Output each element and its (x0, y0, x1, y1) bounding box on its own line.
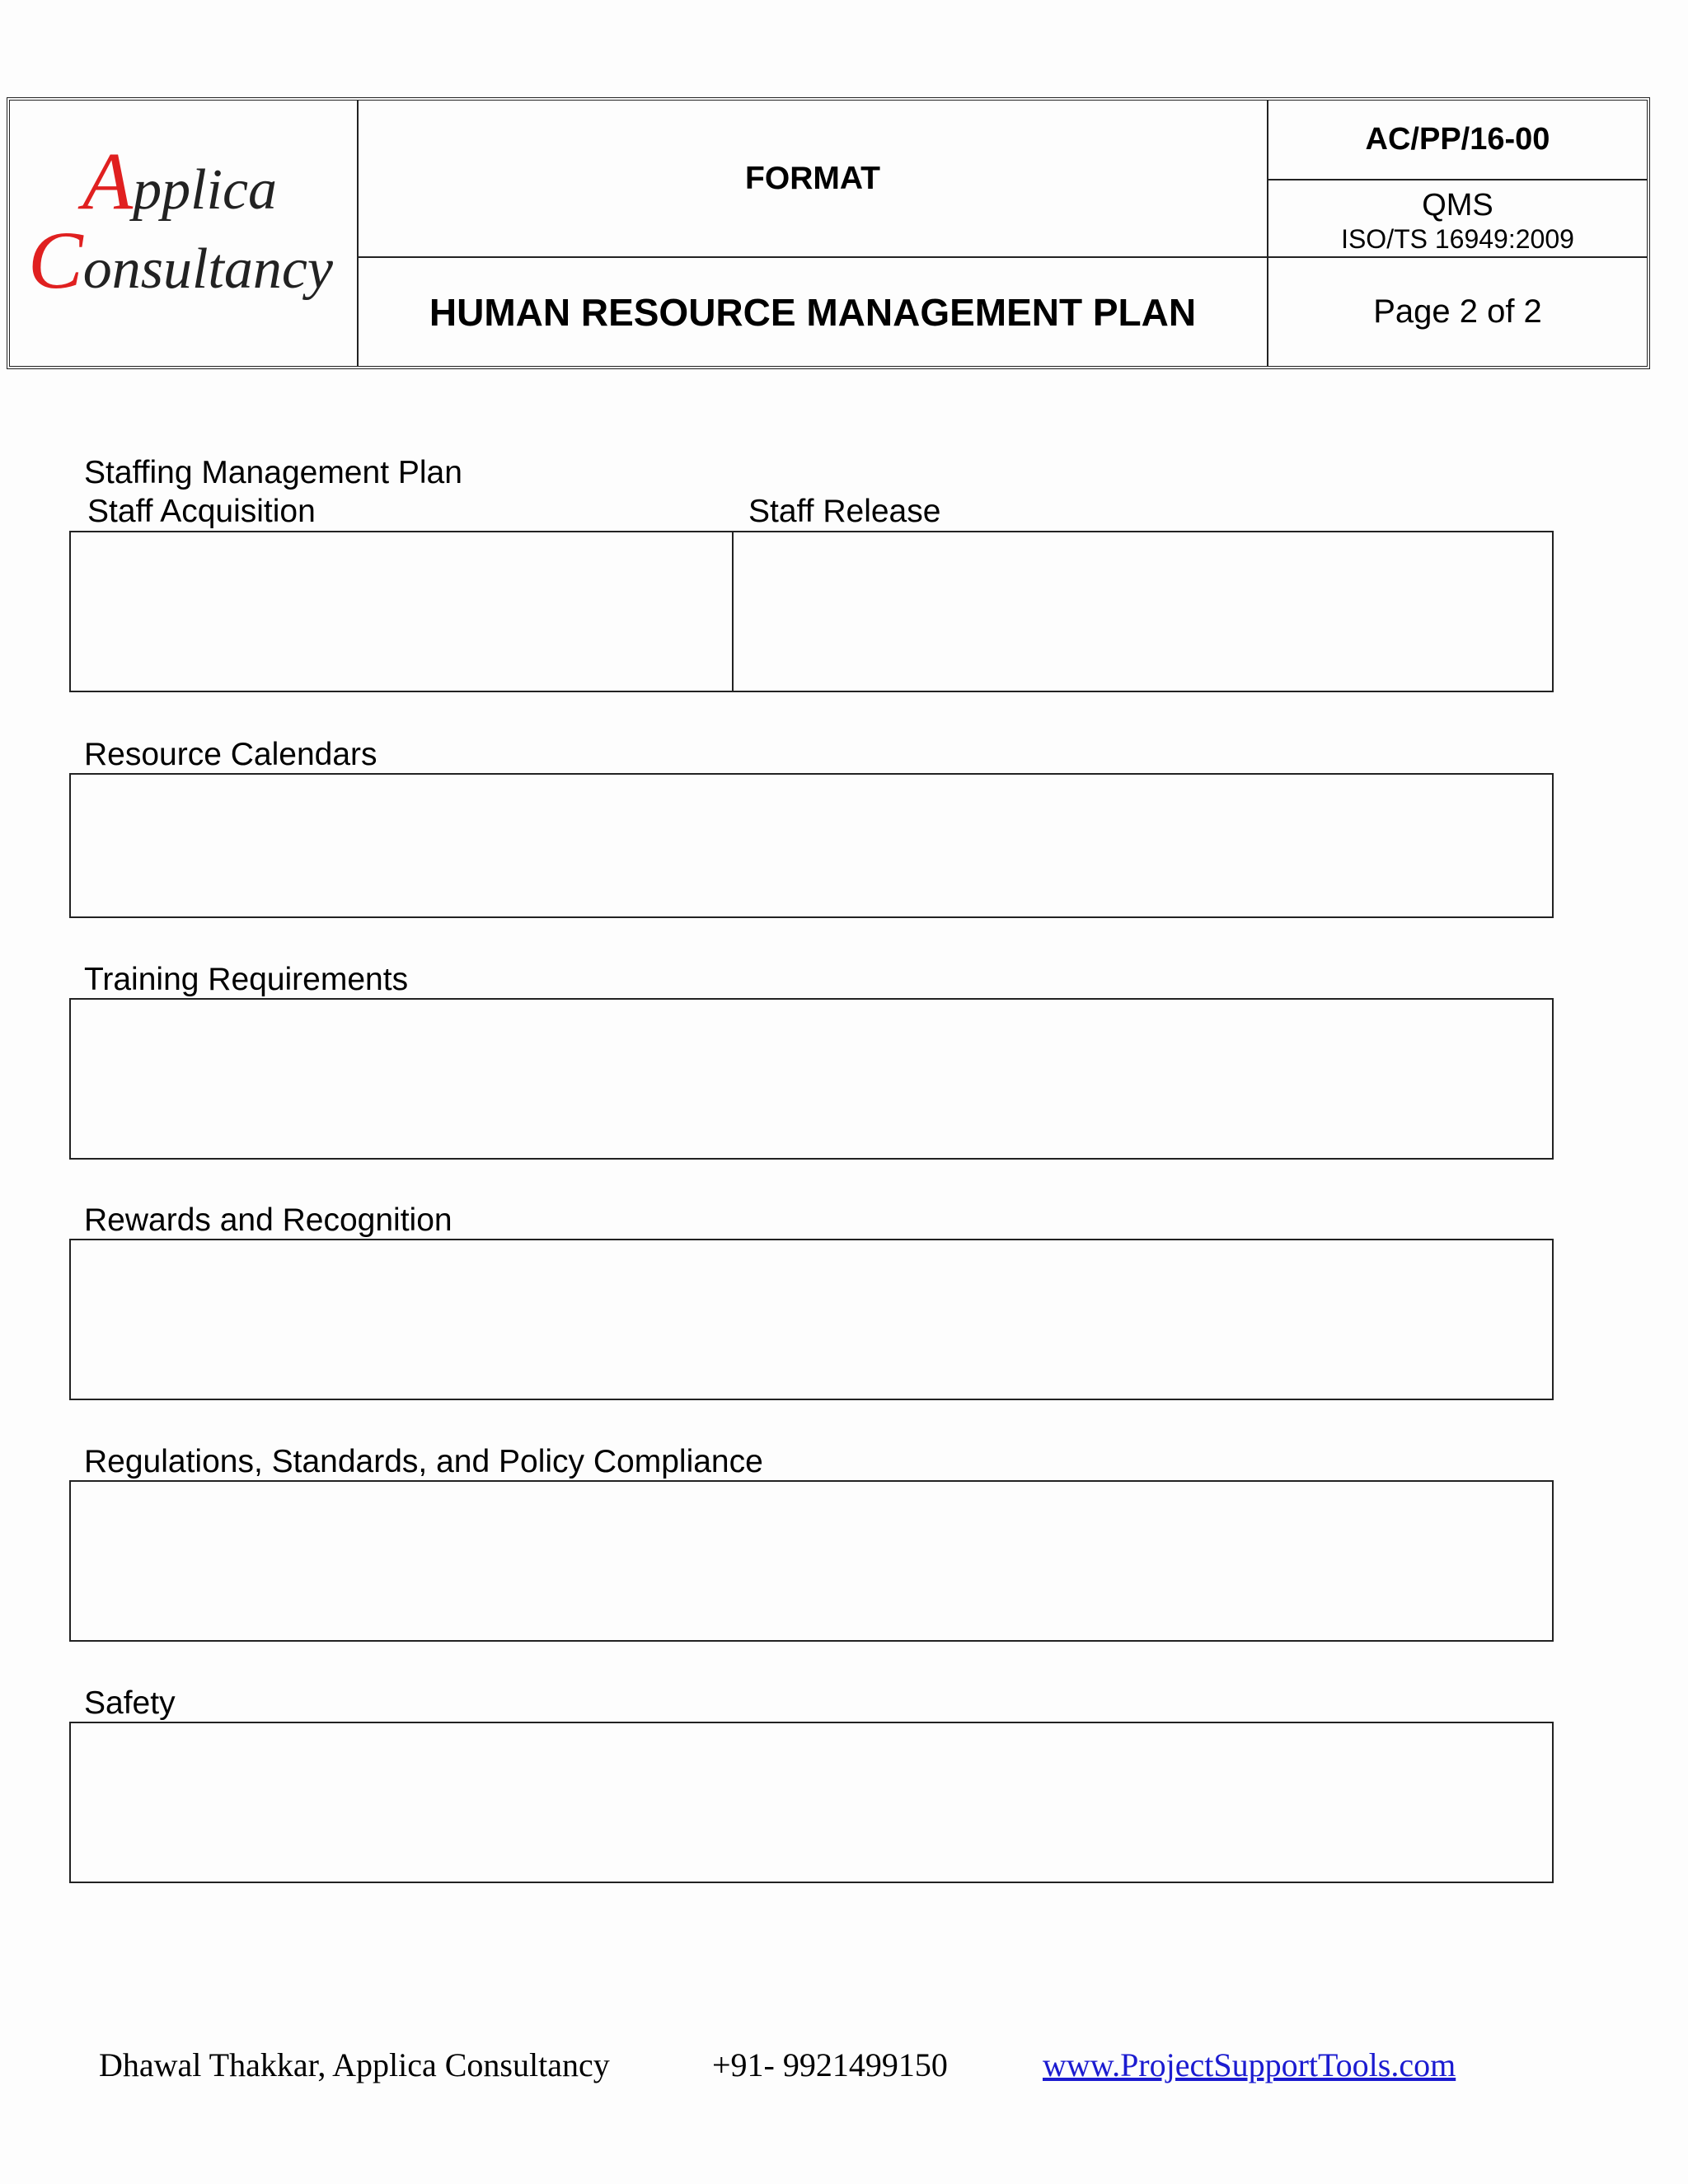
qms-label: QMS (1422, 188, 1493, 223)
footer-website-link[interactable]: www.ProjectSupportTools.com (1043, 2046, 1456, 2083)
training-requirements-field[interactable] (69, 998, 1554, 1160)
document-header (7, 97, 1650, 369)
standard-label: ISO/TS 16949:2009 (1341, 223, 1574, 254)
footer-author: Dhawal Thakkar, Applica Consultancy (99, 2046, 610, 2083)
rewards-recognition-field[interactable] (69, 1239, 1554, 1400)
logo-letter-c: C (28, 214, 83, 306)
logo-word-applica: pplica (133, 158, 278, 222)
logo-word-consultancy: onsultancy (82, 237, 333, 301)
document-code: AC/PP/16-00 (1365, 122, 1550, 157)
staff-release-field[interactable] (732, 531, 1554, 692)
page-number: Page 2 of 2 (1373, 293, 1542, 330)
page-title: HUMAN RESOURCE MANAGEMENT PLAN (429, 290, 1197, 334)
logo-letter-a: A (82, 135, 134, 227)
staffing-plan-heading: Staffing Management Plan (84, 455, 462, 490)
staff-acquisition-label: Staff Acquisition (87, 494, 316, 529)
regulations-field[interactable] (69, 1480, 1554, 1642)
resource-calendars-label: Resource Calendars (84, 737, 377, 772)
safety-field[interactable] (69, 1722, 1554, 1883)
staff-release-label: Staff Release (748, 494, 941, 529)
resource-calendars-field[interactable] (69, 773, 1554, 918)
regulations-label: Regulations, Standards, and Policy Compliance (84, 1444, 763, 1479)
footer-phone: +91- 9921499150 (712, 2046, 948, 2083)
format-label: FORMAT (745, 160, 880, 196)
rewards-recognition-label: Rewards and Recognition (84, 1202, 452, 1238)
staff-acquisition-field[interactable] (69, 531, 734, 692)
training-requirements-label: Training Requirements (84, 962, 409, 997)
safety-label: Safety (84, 1685, 176, 1721)
company-logo (10, 101, 357, 366)
